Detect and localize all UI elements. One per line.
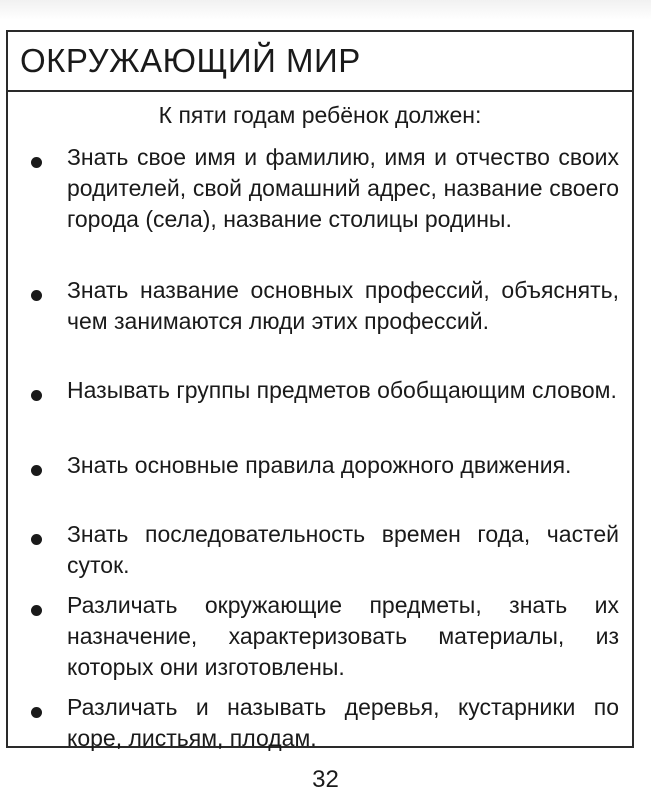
list-item-text: Знать основные правила дорожного движения. — [67, 452, 572, 478]
list-item-text: Знать свое имя и фамилию, имя и отчество своих родителей, свой домашний адрес, название своего города (села), название столицы родины. — [67, 144, 619, 232]
section-title: ОКРУЖАЮЩИЙ МИР — [20, 42, 361, 79]
intro-text: К пяти годам ребёнок должен: — [158, 102, 482, 128]
bullet-icon — [31, 390, 42, 401]
bullet-icon — [31, 605, 42, 616]
list-item-text: Различать окружающие предметы, знать их назначение, характеризовать материалы, из которых они изготовлены. — [67, 592, 619, 680]
bullet-icon — [31, 707, 42, 718]
bullet-icon — [31, 534, 42, 545]
bullet-icon — [31, 465, 42, 476]
list-item-text: Знать последовательность времен года, частей суток. — [67, 521, 619, 578]
page-number: 32 — [312, 766, 339, 793]
list-item-text: Знать название основных профессий, объяснять, чем занимаются люди этих профессий. — [67, 277, 619, 334]
content-frame — [6, 30, 634, 751]
bullet-icon — [31, 290, 42, 301]
page-top-shadow — [0, 0, 651, 20]
section-title-bar — [8, 32, 632, 92]
list-item-text: Называть группы предметов обобщающим словом. — [67, 377, 617, 403]
list-item-text: Различать и называть деревья, кустарники по коре, листьям, плодам. — [67, 694, 619, 751]
bullet-icon — [31, 157, 42, 168]
